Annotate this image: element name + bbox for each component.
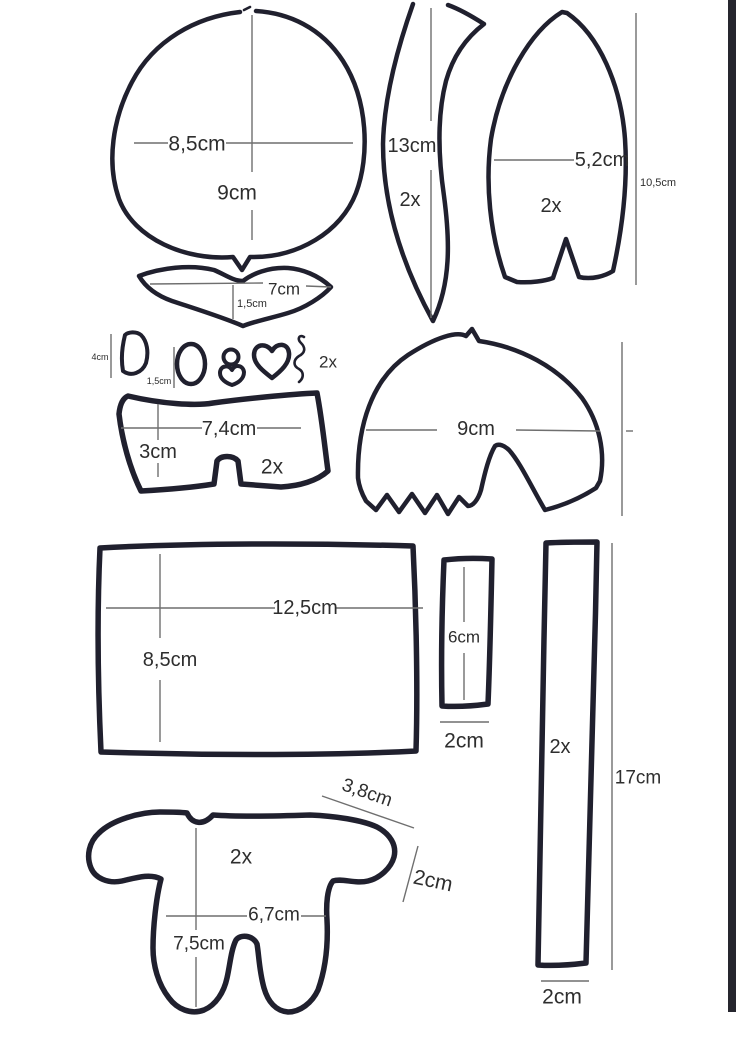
head-piece	[112, 7, 364, 270]
collar-piece	[139, 267, 331, 326]
shorts-qty-label: 2x	[260, 455, 284, 479]
arm-strip-qty-label: 2x	[399, 189, 421, 211]
body-side-height-label: 10,5cm	[640, 177, 677, 189]
arm-strip-length-label: 13cm	[387, 135, 437, 157]
short-strip-length-label: 6cm	[447, 627, 481, 647]
collar-width-label: 7cm	[267, 279, 301, 299]
romper-outline	[89, 812, 395, 1012]
face-parts-qty-label: 2x	[319, 352, 337, 372]
arm-strip-outline	[383, 4, 484, 321]
romper-piece	[89, 775, 455, 1012]
blanket-height-label: 8,5cm	[142, 649, 198, 671]
romper-height-label: 7,5cm	[173, 933, 225, 955]
small-circle-piece	[224, 350, 239, 365]
collar-outline	[139, 267, 331, 326]
hair-piece	[358, 329, 633, 516]
short-strip-width-label: 2cm	[444, 729, 484, 753]
blanket-width-label: 12,5cm	[272, 597, 338, 619]
body-side-qty-label: 2x	[540, 195, 562, 217]
long-strip-piece	[538, 542, 661, 1009]
head-width-label: 8,5cm	[168, 132, 226, 156]
heart-piece	[254, 345, 289, 378]
shorts-width-label: 7,4cm	[201, 418, 257, 440]
body-side-piece	[489, 12, 677, 285]
ear-half-circle	[122, 332, 147, 373]
romper-qty-label: 2x	[229, 845, 253, 869]
body-side-width-label: 5,2cm	[574, 149, 630, 171]
short-strip-piece	[440, 558, 492, 752]
head-outline	[112, 11, 364, 270]
oval-height-label: 1,5cm	[146, 376, 172, 386]
romper-sleeve-label: 2cm	[411, 865, 455, 897]
ear-height-label: 4cm	[91, 352, 109, 362]
romper-width-label: 6,7cm	[248, 904, 300, 926]
long-strip-length-label: 17cm	[614, 767, 662, 789]
romper-shoulder-label: 3,8cm	[339, 774, 395, 812]
body-side-outline	[489, 12, 626, 282]
long-strip-qty-label: 2x	[549, 736, 571, 758]
head-top-notch	[244, 7, 250, 10]
head-height-label: 9cm	[217, 181, 257, 205]
collar-width-line	[306, 286, 331, 287]
hair-width-line	[516, 430, 600, 431]
arm-strip-piece	[383, 4, 484, 321]
blanket-piece	[98, 544, 423, 755]
scan-edge-shadow	[728, 0, 736, 1012]
collar-height-label: 1,5cm	[237, 298, 267, 310]
squiggle-mark	[295, 336, 305, 382]
long-strip-width-label: 2cm	[542, 985, 582, 1009]
small-heart-piece	[220, 366, 244, 385]
shorts-piece	[119, 393, 328, 491]
face-parts-group	[91, 332, 337, 388]
collar-width-line	[150, 283, 263, 284]
shorts-height-label: 3cm	[139, 441, 177, 463]
oval-piece	[177, 344, 205, 384]
hair-width-label: 9cm	[457, 418, 495, 440]
